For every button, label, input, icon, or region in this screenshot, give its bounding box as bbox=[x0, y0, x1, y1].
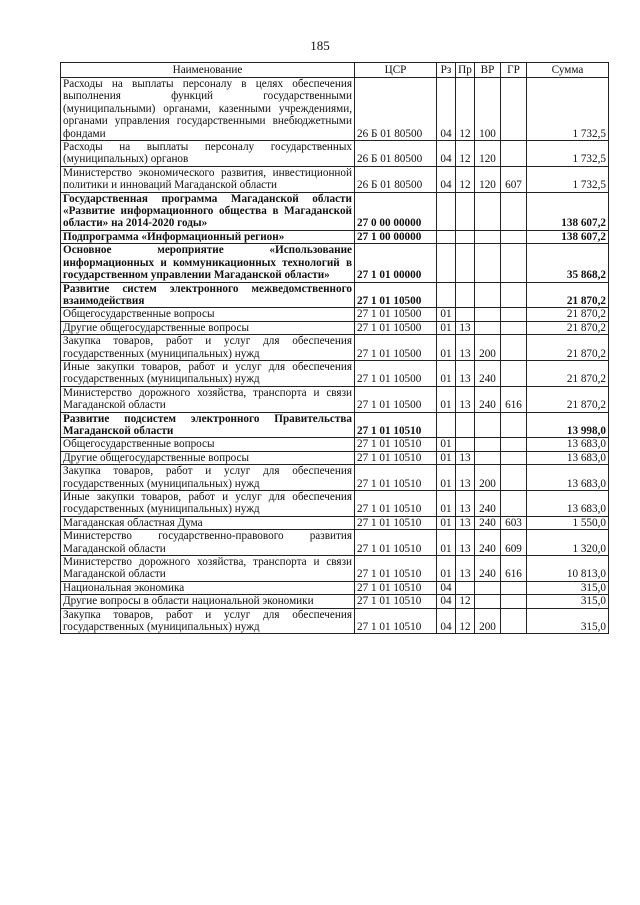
cell-pr: 12 bbox=[456, 595, 475, 608]
column-header-sum: Сумма bbox=[527, 63, 609, 78]
cell-gr bbox=[501, 308, 527, 321]
table-row bbox=[61, 516, 609, 529]
cell-rz: 04 bbox=[437, 78, 456, 141]
cell-csr: 27 1 01 10510 bbox=[355, 438, 437, 451]
cell-rz: 01 bbox=[437, 530, 456, 556]
cell-csr: 27 1 01 00000 bbox=[355, 244, 437, 282]
cell-sum: 1 732,5 bbox=[527, 166, 609, 192]
table-row bbox=[61, 141, 609, 167]
cell-rz: 01 bbox=[437, 516, 456, 529]
cell-name: Закупка товаров, работ и услуг для обеспечения государственных (муниципальных) нужд bbox=[61, 335, 355, 361]
cell-name: Министерство экономического развития, инвестиционной политики и инноваций Магаданской области bbox=[61, 166, 355, 192]
cell-vr: 240 bbox=[475, 491, 501, 517]
cell-rz: 01 bbox=[437, 451, 456, 464]
cell-pr: 12 bbox=[456, 78, 475, 141]
cell-name: Подпрограмма «Информационный регион» bbox=[61, 230, 355, 243]
cell-sum: 138 607,2 bbox=[527, 192, 609, 230]
cell-gr bbox=[501, 282, 527, 308]
cell-sum: 1 320,0 bbox=[527, 530, 609, 556]
cell-vr: 120 bbox=[475, 141, 501, 167]
table-header bbox=[61, 63, 609, 78]
cell-rz: 04 bbox=[437, 608, 456, 634]
cell-sum: 315,0 bbox=[527, 608, 609, 634]
cell-sum: 315,0 bbox=[527, 595, 609, 608]
cell-vr: 240 bbox=[475, 516, 501, 529]
table-row bbox=[61, 530, 609, 556]
cell-name: Иные закупки товаров, работ и услуг для обеспечения государственных (муниципальных) нужд bbox=[61, 491, 355, 517]
table-row bbox=[61, 386, 609, 412]
cell-gr bbox=[501, 412, 527, 438]
cell-vr: 200 bbox=[475, 608, 501, 634]
cell-pr: 13 bbox=[456, 556, 475, 582]
cell-name: Закупка товаров, работ и услуг для обеспечения государственных (муниципальных) нужд bbox=[61, 608, 355, 634]
cell-sum: 13 683,0 bbox=[527, 438, 609, 451]
cell-pr: 13 bbox=[456, 491, 475, 517]
column-header-name: Наименование bbox=[61, 63, 355, 78]
cell-gr bbox=[501, 595, 527, 608]
cell-sum: 13 683,0 bbox=[527, 465, 609, 491]
cell-gr: 609 bbox=[501, 530, 527, 556]
cell-name: Министерство государственно-правового развития Магаданской области bbox=[61, 530, 355, 556]
cell-gr: 616 bbox=[501, 556, 527, 582]
column-header-vr: ВР bbox=[475, 63, 501, 78]
budget-table bbox=[60, 62, 609, 634]
cell-pr bbox=[456, 438, 475, 451]
cell-vr bbox=[475, 321, 501, 334]
cell-name: Расходы на выплаты персоналу государственных (муниципальных) органов bbox=[61, 141, 355, 167]
table-row bbox=[61, 581, 609, 594]
cell-name: Министерство дорожного хозяйства, транспорта и связи Магаданской области bbox=[61, 386, 355, 412]
cell-name: Закупка товаров, работ и услуг для обеспечения государственных (муниципальных) нужд bbox=[61, 465, 355, 491]
table-row bbox=[61, 412, 609, 438]
table-body bbox=[61, 78, 609, 634]
cell-name: Магаданская областная Дума bbox=[61, 516, 355, 529]
cell-csr: 27 1 01 10510 bbox=[355, 608, 437, 634]
cell-sum: 1 732,5 bbox=[527, 141, 609, 167]
cell-csr: 27 1 01 10500 bbox=[355, 282, 437, 308]
cell-gr bbox=[501, 192, 527, 230]
table-row bbox=[61, 465, 609, 491]
cell-rz: 01 bbox=[437, 556, 456, 582]
cell-sum: 35 868,2 bbox=[527, 244, 609, 282]
cell-vr bbox=[475, 581, 501, 594]
cell-name: Развитие подсистем электронного Правительства Магаданской области bbox=[61, 412, 355, 438]
cell-vr bbox=[475, 192, 501, 230]
cell-csr: 27 1 01 10510 bbox=[355, 465, 437, 491]
cell-sum: 315,0 bbox=[527, 581, 609, 594]
cell-pr: 12 bbox=[456, 608, 475, 634]
cell-pr: 12 bbox=[456, 166, 475, 192]
cell-rz bbox=[437, 282, 456, 308]
cell-sum: 10 813,0 bbox=[527, 556, 609, 582]
cell-csr: 27 1 01 10510 bbox=[355, 595, 437, 608]
cell-name: Министерство дорожного хозяйства, транспорта и связи Магаданской области bbox=[61, 556, 355, 582]
cell-rz: 04 bbox=[437, 595, 456, 608]
cell-gr: 616 bbox=[501, 386, 527, 412]
cell-sum: 21 870,2 bbox=[527, 386, 609, 412]
cell-pr bbox=[456, 230, 475, 243]
cell-rz: 01 bbox=[437, 360, 456, 386]
cell-pr: 13 bbox=[456, 451, 475, 464]
table-row bbox=[61, 321, 609, 334]
column-header-csr: ЦСР bbox=[355, 63, 437, 78]
cell-name: Другие общегосударственные вопросы bbox=[61, 321, 355, 334]
cell-name: Государственная программа Магаданской области «Развитие информационного общества в Магаданской области» на 2014-2020 годы» bbox=[61, 192, 355, 230]
cell-pr: 13 bbox=[456, 335, 475, 361]
cell-sum: 21 870,2 bbox=[527, 335, 609, 361]
cell-csr: 27 1 00 00000 bbox=[355, 230, 437, 243]
cell-csr: 27 1 01 10510 bbox=[355, 412, 437, 438]
cell-csr: 27 1 01 10510 bbox=[355, 451, 437, 464]
cell-vr: 120 bbox=[475, 166, 501, 192]
cell-rz: 01 bbox=[437, 491, 456, 517]
cell-gr bbox=[501, 581, 527, 594]
cell-name: Иные закупки товаров, работ и услуг для обеспечения государственных (муниципальных) нужд bbox=[61, 360, 355, 386]
cell-rz: 01 bbox=[437, 438, 456, 451]
cell-gr: 607 bbox=[501, 166, 527, 192]
column-header-gr: ГР bbox=[501, 63, 527, 78]
cell-rz bbox=[437, 244, 456, 282]
cell-rz bbox=[437, 192, 456, 230]
cell-name: Основное мероприятие «Использование информационных и коммуникационных технологий в государственном управлении Магаданской области» bbox=[61, 244, 355, 282]
table-row bbox=[61, 78, 609, 141]
table-row bbox=[61, 282, 609, 308]
cell-rz: 04 bbox=[437, 581, 456, 594]
table-row bbox=[61, 360, 609, 386]
table-row bbox=[61, 244, 609, 282]
cell-vr: 200 bbox=[475, 465, 501, 491]
column-header-pr: Пр bbox=[456, 63, 475, 78]
cell-vr: 240 bbox=[475, 530, 501, 556]
cell-csr: 27 1 01 10510 bbox=[355, 491, 437, 517]
cell-name: Другие общегосударственные вопросы bbox=[61, 451, 355, 464]
cell-name: Общегосударственные вопросы bbox=[61, 308, 355, 321]
cell-rz: 01 bbox=[437, 465, 456, 491]
cell-csr: 26 Б 01 80500 bbox=[355, 141, 437, 167]
cell-gr bbox=[501, 360, 527, 386]
cell-sum: 138 607,2 bbox=[527, 230, 609, 243]
table-row bbox=[61, 491, 609, 517]
table-row bbox=[61, 451, 609, 464]
cell-sum: 21 870,2 bbox=[527, 282, 609, 308]
cell-rz bbox=[437, 230, 456, 243]
cell-pr bbox=[456, 282, 475, 308]
table-row bbox=[61, 556, 609, 582]
cell-gr bbox=[501, 608, 527, 634]
table-row bbox=[61, 308, 609, 321]
cell-vr: 240 bbox=[475, 386, 501, 412]
cell-vr bbox=[475, 308, 501, 321]
cell-gr bbox=[501, 491, 527, 517]
cell-csr: 26 Б 01 80500 bbox=[355, 78, 437, 141]
cell-vr bbox=[475, 438, 501, 451]
cell-csr: 27 0 00 00000 bbox=[355, 192, 437, 230]
cell-vr: 200 bbox=[475, 335, 501, 361]
table-row bbox=[61, 335, 609, 361]
cell-csr: 27 1 01 10510 bbox=[355, 581, 437, 594]
cell-pr: 13 bbox=[456, 516, 475, 529]
cell-pr bbox=[456, 581, 475, 594]
table-row bbox=[61, 192, 609, 230]
cell-rz: 01 bbox=[437, 308, 456, 321]
cell-vr: 100 bbox=[475, 78, 501, 141]
cell-rz: 04 bbox=[437, 141, 456, 167]
column-header-rz: Рз bbox=[437, 63, 456, 78]
cell-sum: 1 732,5 bbox=[527, 78, 609, 141]
cell-gr bbox=[501, 438, 527, 451]
cell-name: Развитие систем электронного межведомственного взаимодействия bbox=[61, 282, 355, 308]
table-row bbox=[61, 608, 609, 634]
cell-gr bbox=[501, 78, 527, 141]
cell-gr bbox=[501, 141, 527, 167]
cell-vr: 240 bbox=[475, 556, 501, 582]
cell-name: Национальная экономика bbox=[61, 581, 355, 594]
cell-csr: 27 1 01 10500 bbox=[355, 360, 437, 386]
cell-gr bbox=[501, 465, 527, 491]
cell-pr: 13 bbox=[456, 530, 475, 556]
cell-sum: 21 870,2 bbox=[527, 308, 609, 321]
cell-pr: 13 bbox=[456, 386, 475, 412]
cell-csr: 27 1 01 10500 bbox=[355, 335, 437, 361]
cell-gr bbox=[501, 230, 527, 243]
cell-gr bbox=[501, 335, 527, 361]
cell-vr bbox=[475, 230, 501, 243]
cell-csr: 27 1 01 10510 bbox=[355, 516, 437, 529]
cell-name: Другие вопросы в области национальной экономики bbox=[61, 595, 355, 608]
table-row bbox=[61, 230, 609, 243]
cell-csr: 27 1 01 10500 bbox=[355, 386, 437, 412]
cell-vr bbox=[475, 595, 501, 608]
cell-rz bbox=[437, 412, 456, 438]
cell-gr bbox=[501, 451, 527, 464]
cell-csr: 26 Б 01 80500 bbox=[355, 166, 437, 192]
cell-csr: 27 1 01 10510 bbox=[355, 530, 437, 556]
cell-pr bbox=[456, 192, 475, 230]
cell-rz: 01 bbox=[437, 335, 456, 361]
cell-pr bbox=[456, 308, 475, 321]
cell-rz: 04 bbox=[437, 166, 456, 192]
page-number: 185 bbox=[310, 38, 330, 53]
cell-gr bbox=[501, 321, 527, 334]
cell-csr: 27 1 01 10500 bbox=[355, 308, 437, 321]
cell-sum: 13 998,0 bbox=[527, 412, 609, 438]
cell-name: Общегосударственные вопросы bbox=[61, 438, 355, 451]
table-row bbox=[61, 595, 609, 608]
table-row bbox=[61, 438, 609, 451]
cell-sum: 13 683,0 bbox=[527, 451, 609, 464]
table-row bbox=[61, 166, 609, 192]
cell-pr: 13 bbox=[456, 321, 475, 334]
cell-pr: 12 bbox=[456, 141, 475, 167]
cell-vr bbox=[475, 244, 501, 282]
cell-sum: 21 870,2 bbox=[527, 321, 609, 334]
cell-pr: 13 bbox=[456, 360, 475, 386]
cell-sum: 13 683,0 bbox=[527, 491, 609, 517]
cell-csr: 27 1 01 10500 bbox=[355, 321, 437, 334]
cell-pr bbox=[456, 412, 475, 438]
cell-vr: 240 bbox=[475, 360, 501, 386]
cell-sum: 1 550,0 bbox=[527, 516, 609, 529]
cell-vr bbox=[475, 282, 501, 308]
cell-name: Расходы на выплаты персоналу в целях обеспечения выполнения функций государственными (муниципальными) органами, казенными учреждениями, органами управления государственными внебюджетными фондами bbox=[61, 78, 355, 141]
cell-gr bbox=[501, 244, 527, 282]
cell-gr: 603 bbox=[501, 516, 527, 529]
cell-pr bbox=[456, 244, 475, 282]
cell-vr bbox=[475, 412, 501, 438]
cell-csr: 27 1 01 10510 bbox=[355, 556, 437, 582]
cell-pr: 13 bbox=[456, 465, 475, 491]
cell-sum: 21 870,2 bbox=[527, 360, 609, 386]
cell-vr bbox=[475, 451, 501, 464]
cell-rz: 01 bbox=[437, 386, 456, 412]
cell-rz: 01 bbox=[437, 321, 456, 334]
